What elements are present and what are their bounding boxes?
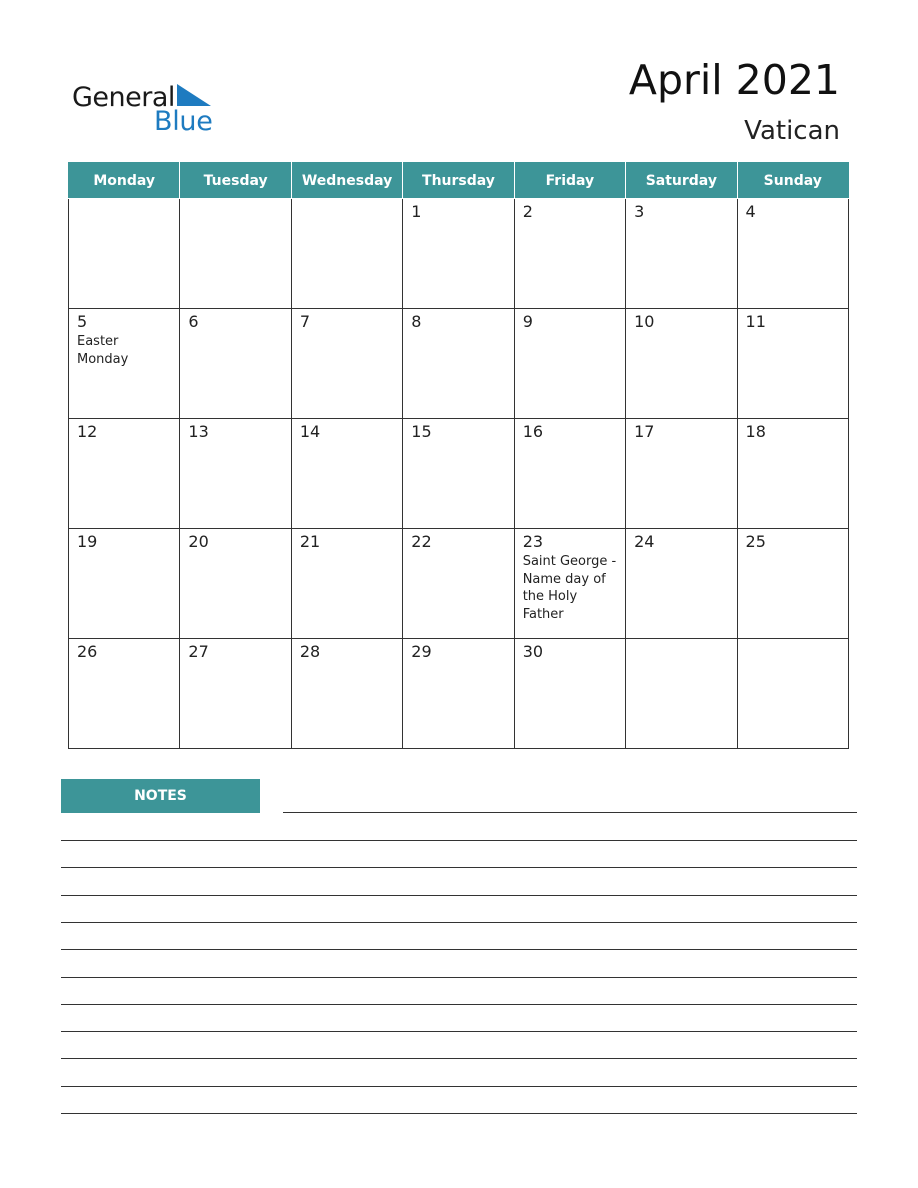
day-number: 22 — [411, 532, 432, 551]
note-line — [61, 895, 857, 896]
day-cell — [626, 199, 737, 309]
weekday-header: Saturday — [626, 163, 737, 199]
day-number: 30 — [522, 642, 544, 661]
day-cell — [180, 309, 291, 419]
calendar-week-row — [69, 529, 849, 639]
day-number: 9 — [522, 312, 533, 331]
day-number: 12 — [77, 422, 98, 441]
weekday-header: Friday — [514, 163, 625, 199]
note-line — [61, 949, 857, 950]
day-number: 28 — [299, 642, 321, 661]
day-number: 21 — [299, 532, 321, 551]
weekday-header: Tuesday — [180, 163, 291, 199]
day-number: 8 — [411, 312, 422, 331]
day-cell — [180, 419, 291, 529]
note-line — [61, 1086, 857, 1087]
day-cell — [514, 639, 625, 749]
logo-triangle-icon — [177, 84, 213, 108]
holiday-label: Easter Monday — [77, 334, 129, 367]
note-line — [283, 812, 857, 813]
holiday-label: Saint George - Name day of the Holy Father — [522, 554, 617, 622]
day-number: 20 — [188, 532, 209, 551]
note-line — [61, 840, 857, 841]
day-number: 13 — [188, 422, 209, 441]
day-cell — [403, 419, 514, 529]
country-subtitle: Vatican — [744, 116, 840, 146]
day-cell — [403, 529, 514, 639]
day-cell — [514, 419, 625, 529]
day-number: 11 — [745, 312, 766, 331]
calendar-grid — [68, 162, 849, 749]
day-number: 5 — [77, 312, 88, 331]
logo-general-text: General — [72, 82, 175, 113]
day-number: 17 — [634, 422, 655, 441]
note-line — [61, 1031, 857, 1032]
day-cell — [626, 529, 737, 639]
day-cell — [403, 309, 514, 419]
note-line — [61, 1058, 857, 1059]
day-cell — [180, 529, 291, 639]
day-number: 19 — [77, 532, 98, 551]
day-cell — [291, 419, 402, 529]
notes-header: NOTES — [61, 779, 260, 813]
day-number: 4 — [745, 202, 756, 221]
day-number: 7 — [299, 312, 311, 331]
day-cell — [291, 529, 402, 639]
day-cell — [514, 529, 625, 639]
day-number: 1 — [411, 202, 422, 221]
note-line — [61, 1004, 857, 1005]
day-cell — [626, 419, 737, 529]
note-line — [61, 1113, 857, 1114]
day-cell — [69, 529, 180, 639]
calendar-week-row — [69, 199, 849, 309]
calendar-week-row — [69, 639, 849, 749]
day-cell — [180, 199, 291, 309]
weekday-header: Sunday — [737, 163, 848, 199]
calendar-week-row — [69, 309, 849, 419]
day-cell — [403, 639, 514, 749]
page-title: April 2021 — [628, 56, 840, 104]
day-cell — [69, 639, 180, 749]
day-number: 25 — [745, 532, 766, 551]
day-number: 14 — [299, 422, 321, 441]
weekday-header-row — [69, 163, 849, 199]
day-cell — [180, 639, 291, 749]
day-number: 6 — [188, 312, 199, 331]
day-cell — [291, 639, 402, 749]
day-cell — [737, 419, 848, 529]
day-number: 23 — [522, 532, 544, 551]
day-number: 24 — [634, 532, 655, 551]
day-cell — [737, 309, 848, 419]
day-cell — [737, 639, 848, 749]
day-cell — [403, 199, 514, 309]
note-line — [61, 922, 857, 923]
day-cell — [514, 199, 625, 309]
day-number: 29 — [411, 642, 432, 661]
day-cell — [291, 199, 402, 309]
day-cell — [737, 199, 848, 309]
day-cell — [737, 529, 848, 639]
day-cell — [69, 419, 180, 529]
weekday-header: Thursday — [403, 163, 514, 199]
day-number: 18 — [745, 422, 766, 441]
day-cell — [291, 309, 402, 419]
day-cell — [514, 309, 625, 419]
day-cell — [69, 199, 180, 309]
day-number: 3 — [634, 202, 645, 221]
weekday-header: Wednesday — [291, 163, 402, 199]
day-number: 10 — [634, 312, 655, 331]
calendar-week-row — [69, 419, 849, 529]
day-cell — [626, 309, 737, 419]
day-number: 15 — [411, 422, 432, 441]
day-number: 2 — [522, 202, 533, 221]
day-number: 27 — [188, 642, 209, 661]
day-number: 26 — [77, 642, 98, 661]
note-line — [61, 867, 857, 868]
logo — [72, 80, 232, 140]
day-cell — [69, 309, 180, 419]
note-line — [61, 977, 857, 978]
day-number: 16 — [522, 422, 544, 441]
weekday-header: Monday — [69, 163, 180, 199]
logo-blue-text: Blue — [154, 106, 213, 137]
day-cell — [626, 639, 737, 749]
